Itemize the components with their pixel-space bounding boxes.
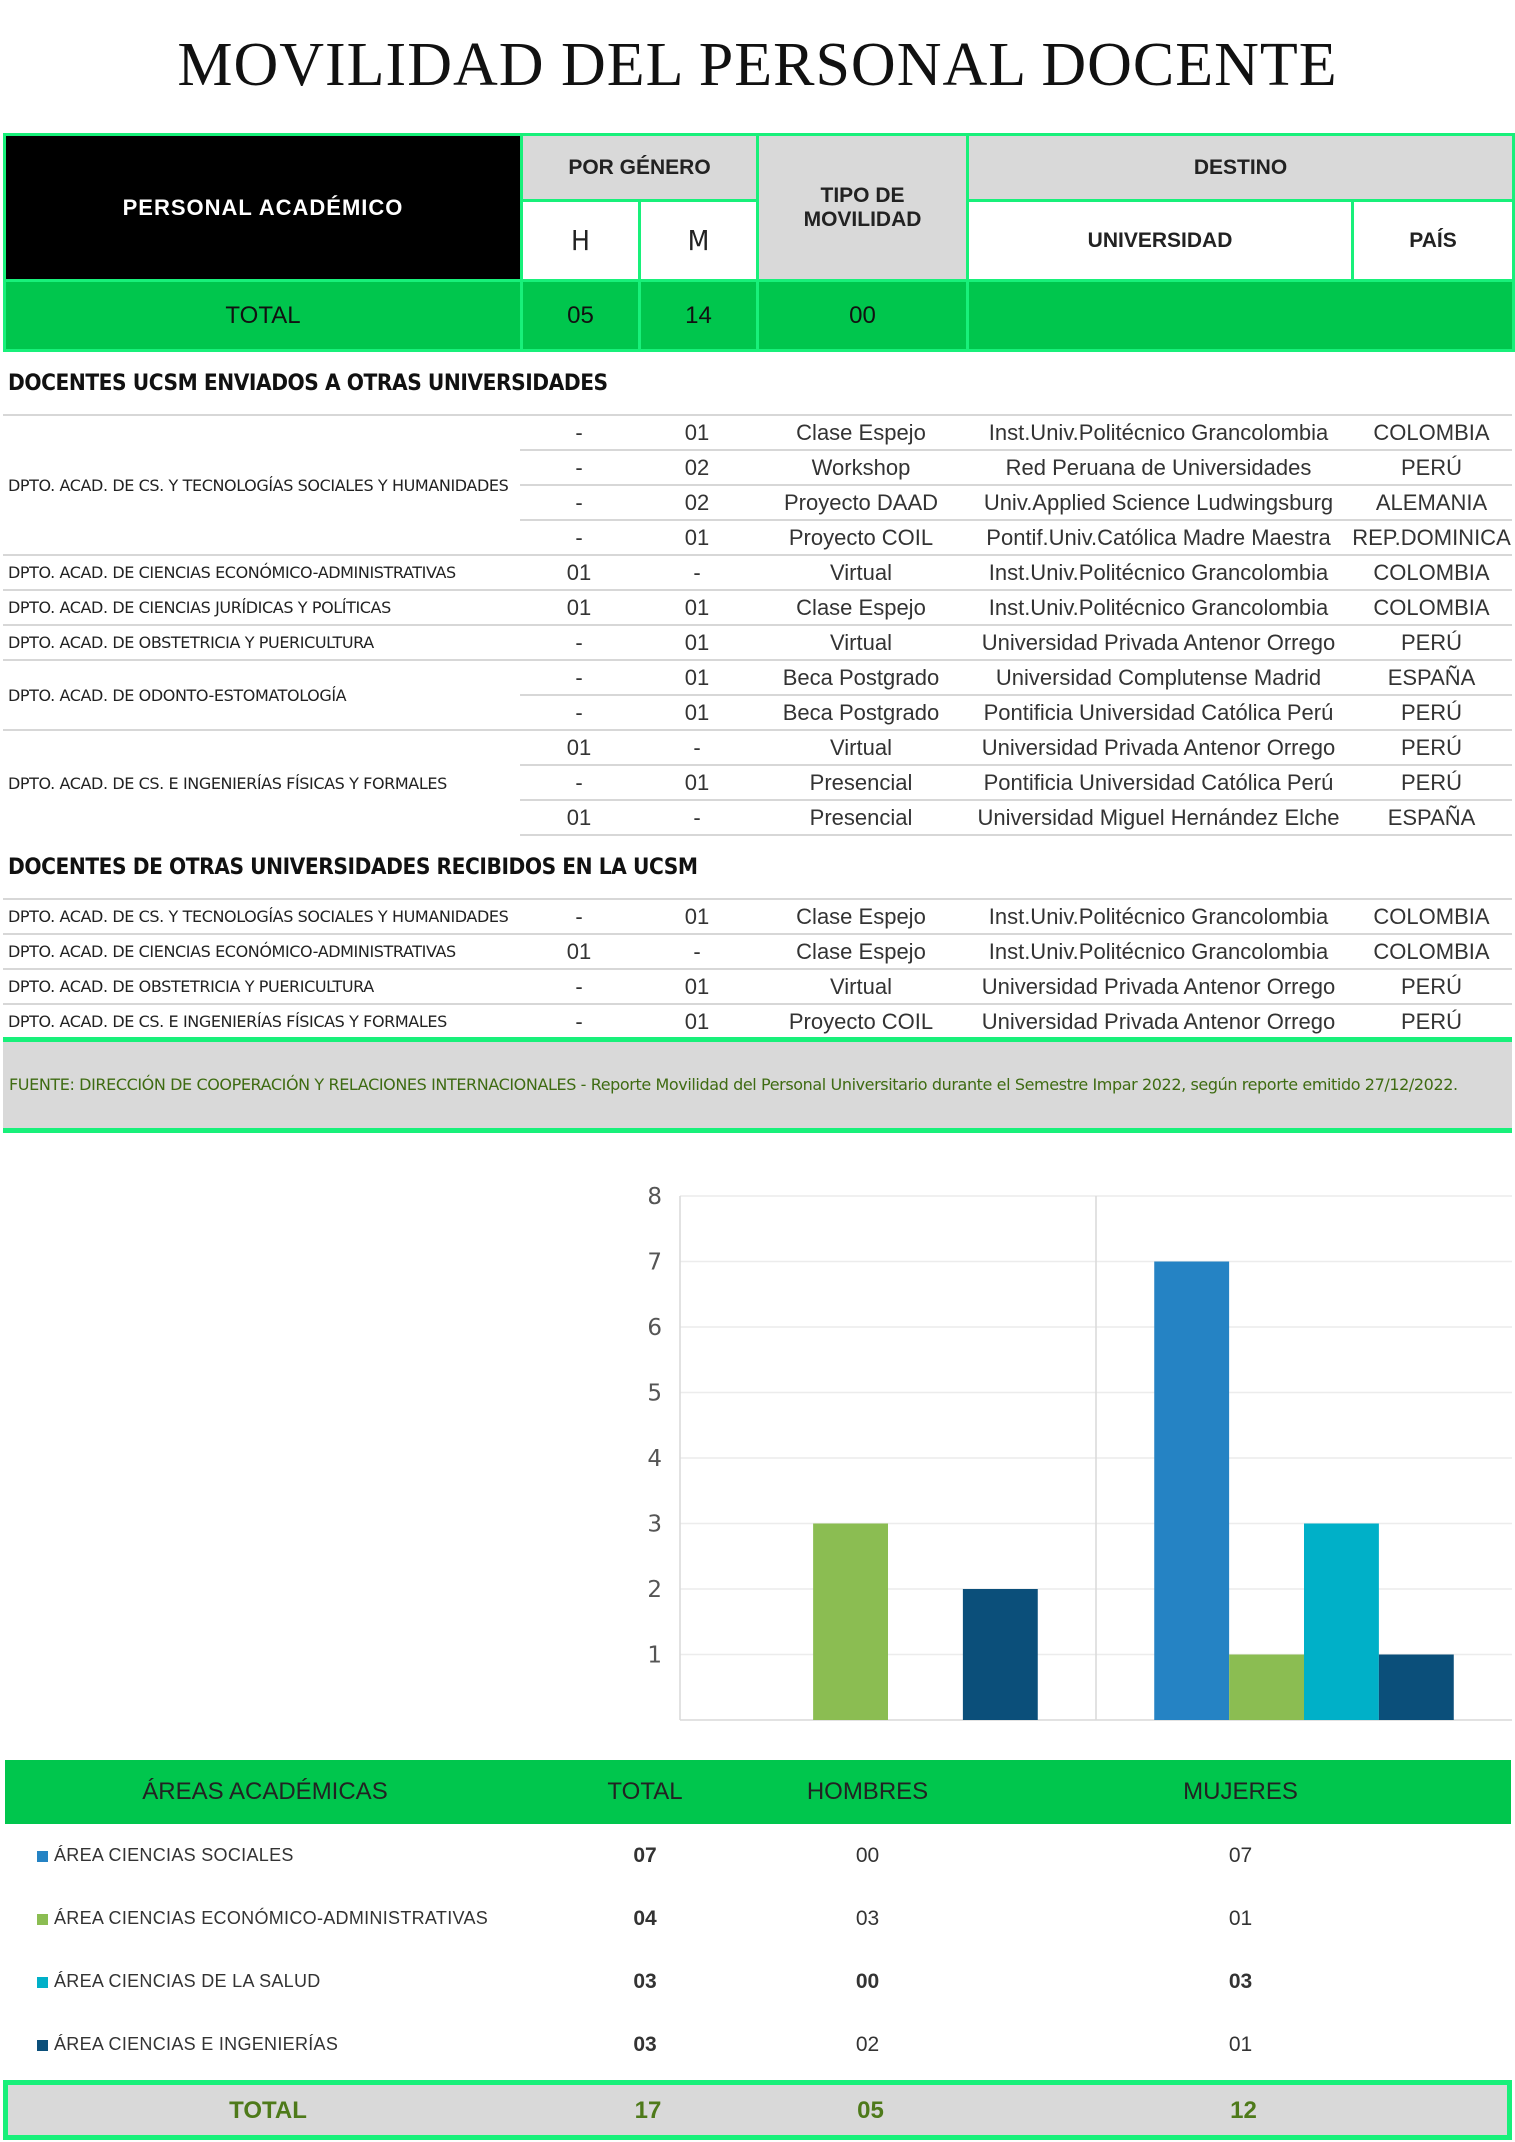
dept-name: DPTO. ACAD. DE CIENCIAS ECONÓMICO-ADMINISTRATIVAS (3, 934, 520, 969)
cell-h: - (520, 485, 638, 520)
cell-tipo: Proyecto DAAD (756, 485, 966, 520)
total-tipo: 00 (758, 281, 968, 351)
area-hombres: 00 (855, 1843, 880, 1867)
cell-m: - (638, 555, 756, 590)
area-row (5, 1887, 1511, 1950)
cell-univ: Universidad Complutense Madrid (966, 660, 1351, 695)
cell-m: 02 (638, 485, 756, 520)
area-label: ÁREA CIENCIAS DE LA SALUD (54, 1971, 321, 1991)
cell-pais: ESPAÑA (1351, 660, 1512, 695)
cell-pais: COLOMBIA (1351, 415, 1512, 450)
areas-total-mujeres: 12 (1230, 2097, 1257, 2124)
cell-univ: Universidad Privada Antenor Orrego (966, 625, 1351, 660)
cell-pais: PERÚ (1351, 1004, 1512, 1039)
cell-h: - (520, 765, 638, 800)
cell-univ: Inst.Univ.Politécnico Grancolombia (966, 415, 1351, 450)
cell-tipo: Virtual (756, 555, 966, 590)
table-row (3, 660, 1512, 695)
cell-univ: Universidad Privada Antenor Orrego (966, 730, 1351, 765)
cell-univ: Inst.Univ.Politécnico Grancolombia (966, 555, 1351, 590)
cell-univ: Univ.Applied Science Ludwingsburg (966, 485, 1351, 520)
total-h: 05 (522, 281, 640, 351)
area-hombres: 03 (855, 1906, 880, 1930)
page-title: MOVILIDAD DEL PERSONAL DOCENTE (177, 31, 1338, 99)
cell-h: - (520, 695, 638, 730)
cell-pais: COLOMBIA (1351, 934, 1512, 969)
legend-swatch-salud (37, 1977, 48, 1988)
cell-h: - (520, 520, 638, 555)
cell-tipo: Clase Espejo (756, 590, 966, 625)
total-m: 14 (640, 281, 758, 351)
dept-name: DPTO. ACAD. DE CS. E INGENIERÍAS FÍSICAS Y FORMALES (3, 1004, 520, 1039)
cell-h: - (520, 625, 638, 660)
y-tick-label: 6 (647, 1315, 662, 1341)
cell-m: - (638, 800, 756, 835)
header-table (3, 133, 1515, 352)
cell-h: - (520, 899, 638, 934)
cell-tipo: Proyecto COIL (756, 1004, 966, 1039)
cell-pais: REP.DOMINICA (1351, 520, 1512, 555)
dept-name: DPTO. ACAD. DE OBSTETRICIA Y PUERICULTURA (3, 625, 520, 660)
cell-m: 01 (638, 660, 756, 695)
cell-pais: ALEMANIA (1351, 485, 1512, 520)
legend-swatch-economico (37, 1914, 48, 1925)
area-row (5, 1824, 1511, 1887)
cell-h: 01 (520, 590, 638, 625)
area-total: 04 (633, 1906, 657, 1930)
cell-pais: PERÚ (1351, 969, 1512, 1004)
cell-univ: Red Peruana de Universidades (966, 450, 1351, 485)
areas-table (5, 1760, 1511, 2076)
received-section-title: DOCENTES DE OTRAS UNIVERSIDADES RECIBIDOS EN LA UCSM (8, 855, 698, 880)
area-mujeres: 01 (1228, 2032, 1253, 2056)
cell-univ: Inst.Univ.Politécnico Grancolombia (966, 934, 1351, 969)
gender-area-bar-chart (620, 1180, 1515, 1730)
personal-academico-header: PERSONAL ACADÉMICO (5, 135, 522, 281)
area-total: 03 (633, 2032, 657, 2056)
cell-h: 01 (520, 730, 638, 765)
sent-table (3, 414, 1512, 836)
y-tick-label: 3 (647, 1511, 662, 1538)
cell-univ: Pontificia Universidad Católica Perú (966, 765, 1351, 800)
cell-tipo: Virtual (756, 625, 966, 660)
y-tick-label: 1 (647, 1642, 662, 1669)
y-tick-label: 5 (647, 1380, 662, 1407)
dept-name: DPTO. ACAD. DE CIENCIAS JURÍDICAS Y POLÍTICAS (3, 590, 520, 625)
cell-h: - (520, 969, 638, 1004)
areas-hombres-header: HOMBRES (765, 1760, 970, 1824)
table-row (3, 730, 1512, 765)
area-mujeres: 03 (1228, 1969, 1253, 1993)
bar-3-0 (963, 1589, 1038, 1720)
h-header: H (522, 201, 640, 281)
cell-tipo: Presencial (756, 765, 966, 800)
bar-0-1 (1154, 1262, 1229, 1721)
cell-tipo: Presencial (756, 800, 966, 835)
total-label: TOTAL (5, 281, 522, 351)
cell-m: 01 (638, 625, 756, 660)
table-row (3, 590, 1512, 625)
cell-h: 01 (520, 800, 638, 835)
areas-total-header: TOTAL (525, 1760, 765, 1824)
table-row (3, 969, 1512, 1004)
area-label: ÁREA CIENCIAS SOCIALES (54, 1845, 294, 1865)
legend-swatch-sociales (37, 1851, 48, 1862)
cell-pais: ESPAÑA (1351, 800, 1512, 835)
total-destino (968, 281, 1514, 351)
area-total: 07 (633, 1843, 657, 1867)
por-genero-header: POR GÉNERO (522, 135, 758, 201)
received-table (3, 898, 1512, 1040)
cell-tipo: Proyecto COIL (756, 520, 966, 555)
cell-h: - (520, 415, 638, 450)
cell-tipo: Virtual (756, 969, 966, 1004)
cell-pais: PERÚ (1351, 625, 1512, 660)
areas-total-hombres: 05 (857, 2097, 884, 2124)
area-mujeres: 01 (1228, 1906, 1253, 1930)
universidad-header: UNIVERSIDAD (968, 201, 1353, 281)
cell-univ: Pontif.Univ.Católica Madre Maestra (966, 520, 1351, 555)
cell-m: 01 (638, 899, 756, 934)
cell-univ: Universidad Miguel Hernández Elche (966, 800, 1351, 835)
areas-total-label: TOTAL (229, 2097, 307, 2124)
tipo-movilidad-header: TIPO DE MOVILIDAD (758, 135, 968, 281)
area-hombres: 00 (855, 1969, 880, 1993)
cell-tipo: Beca Postgrado (756, 660, 966, 695)
cell-m: - (638, 730, 756, 765)
areas-header: ÁREAS ACADÉMICAS (5, 1760, 525, 1824)
cell-m: 01 (638, 765, 756, 800)
cell-m: 01 (638, 1004, 756, 1039)
cell-pais: PERÚ (1351, 730, 1512, 765)
cell-tipo: Clase Espejo (756, 415, 966, 450)
bar-1-0 (813, 1524, 888, 1721)
table-row (3, 934, 1512, 969)
cell-pais: COLOMBIA (1351, 899, 1512, 934)
areas-total-row (3, 2080, 1512, 2140)
source-note: FUENTE: DIRECCIÓN DE COOPERACIÓN Y RELACIONES INTERNACIONALES - Reporte Movilidad del Personal Universitario durante el Semestre Impar 2022, según reporte emitido 27/12/2022. (3, 1037, 1512, 1133)
cell-h: - (520, 450, 638, 485)
cell-m: 01 (638, 695, 756, 730)
bar-1-1 (1229, 1655, 1304, 1721)
area-label: ÁREA CIENCIAS E INGENIERÍAS (54, 2034, 339, 2054)
table-row (3, 415, 1512, 450)
area-row (5, 1950, 1511, 2013)
areas-mujeres-header: MUJERES (970, 1760, 1511, 1824)
cell-pais: PERÚ (1351, 765, 1512, 800)
cell-tipo: Clase Espejo (756, 934, 966, 969)
y-tick-label: 8 (647, 1184, 662, 1210)
cell-m: 01 (638, 415, 756, 450)
cell-h: - (520, 1004, 638, 1039)
bar-3-1 (1379, 1655, 1454, 1721)
cell-pais: COLOMBIA (1351, 590, 1512, 625)
dept-name: DPTO. ACAD. DE CS. Y TECNOLOGÍAS SOCIALES Y HUMANIDADES (3, 899, 520, 934)
cell-h: 01 (520, 555, 638, 590)
area-mujeres: 07 (1228, 1843, 1253, 1867)
cell-univ: Universidad Privada Antenor Orrego (966, 969, 1351, 1004)
cell-h: - (520, 660, 638, 695)
cell-m: 01 (638, 590, 756, 625)
area-label: ÁREA CIENCIAS ECONÓMICO-ADMINISTRATIVAS (54, 1908, 489, 1928)
bar-2-1 (1304, 1524, 1379, 1721)
cell-univ: Inst.Univ.Politécnico Grancolombia (966, 590, 1351, 625)
dept-name: DPTO. ACAD. DE CS. Y TECNOLOGÍAS SOCIALES Y HUMANIDADES (3, 415, 520, 555)
cell-m: 02 (638, 450, 756, 485)
legend-swatch-ingenierias (37, 2040, 48, 2051)
cell-pais: PERÚ (1351, 695, 1512, 730)
cell-h: 01 (520, 934, 638, 969)
sent-section-title: DOCENTES UCSM ENVIADOS A OTRAS UNIVERSIDADES (8, 371, 608, 396)
dept-name: DPTO. ACAD. DE OBSTETRICIA Y PUERICULTURA (3, 969, 520, 1004)
cell-univ: Pontificia Universidad Católica Perú (966, 695, 1351, 730)
cell-tipo: Virtual (756, 730, 966, 765)
cell-pais: COLOMBIA (1351, 555, 1512, 590)
areas-total-total: 17 (634, 2097, 662, 2124)
y-tick-label: 7 (647, 1249, 662, 1276)
table-row (3, 555, 1512, 590)
y-tick-label: 4 (647, 1446, 662, 1472)
destino-header: DESTINO (968, 135, 1514, 201)
y-tick-label: 2 (647, 1577, 662, 1603)
area-total: 03 (633, 1969, 657, 1993)
cell-m: 01 (638, 969, 756, 1004)
cell-m: - (638, 934, 756, 969)
cell-tipo: Workshop (756, 450, 966, 485)
cell-univ: Universidad Privada Antenor Orrego (966, 1004, 1351, 1039)
cell-tipo: Beca Postgrado (756, 695, 966, 730)
table-row (3, 899, 1512, 934)
area-hombres: 02 (855, 2032, 880, 2056)
pais-header: PAÍS (1353, 201, 1514, 281)
table-row (3, 1004, 1512, 1039)
area-row (5, 2013, 1511, 2076)
cell-tipo: Clase Espejo (756, 899, 966, 934)
cell-m: 01 (638, 520, 756, 555)
m-header: M (640, 201, 758, 281)
dept-name: DPTO. ACAD. DE CIENCIAS ECONÓMICO-ADMINISTRATIVAS (3, 555, 520, 590)
cell-pais: PERÚ (1351, 450, 1512, 485)
cell-univ: Inst.Univ.Politécnico Grancolombia (966, 899, 1351, 934)
dept-name: DPTO. ACAD. DE CS. E INGENIERÍAS FÍSICAS Y FORMALES (3, 730, 520, 835)
dept-name: DPTO. ACAD. DE ODONTO-ESTOMATOLOGÍA (3, 660, 520, 730)
table-row (3, 625, 1512, 660)
